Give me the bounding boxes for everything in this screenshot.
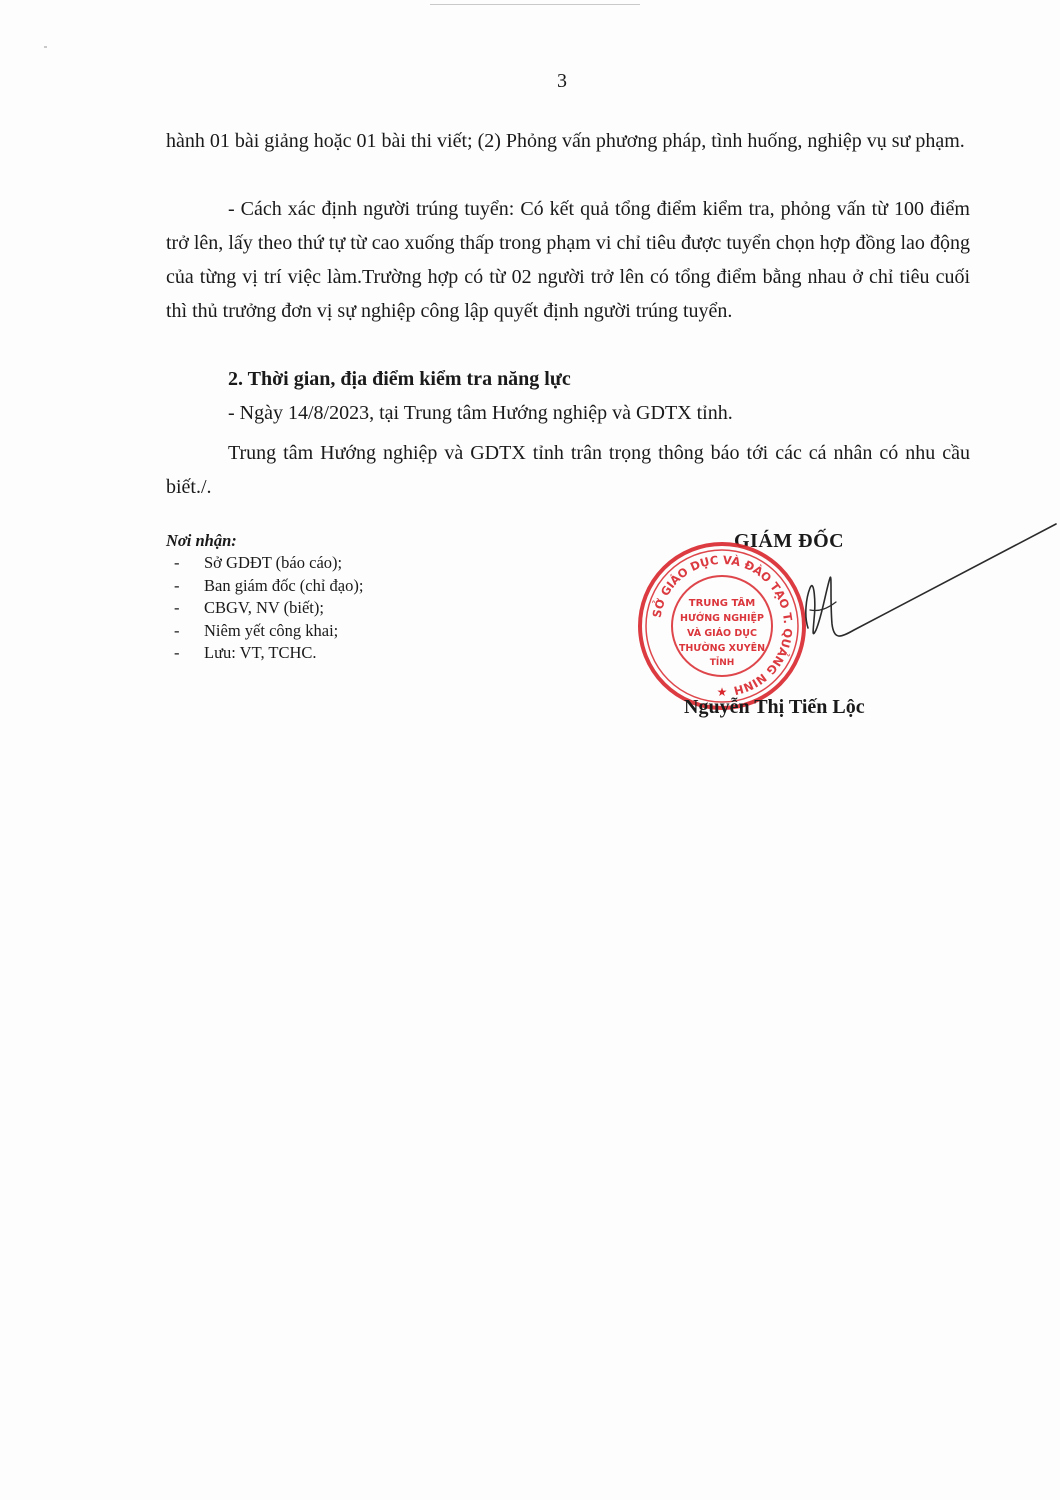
seal-star-icon: ★ — [716, 685, 728, 699]
paragraph-date-location: - Ngày 14/8/2023, tại Trung tâm Hướng nghiệp và GDTX tỉnh. — [228, 402, 733, 424]
body-text-block-4 — [166, 396, 970, 430]
seal-line: THƯỜNG XUYÊN — [678, 643, 766, 654]
recipient-item: - Sở GDĐT (báo cáo); — [174, 553, 343, 572]
signer-name: Nguyễn Thị Tiến Lộc — [684, 696, 865, 718]
body-text-block-2 — [166, 192, 970, 328]
recipient-item: - Niêm yết công khai; — [174, 620, 339, 640]
recipients-list — [166, 552, 526, 665]
body-text-block-3 — [166, 362, 970, 396]
seal-line: VÀ GIÁO DỤC — [686, 628, 758, 639]
body-text-block-1 — [166, 124, 970, 158]
paragraph-exam-format: hành 01 bài giảng hoặc 01 bài thi viết; (2) Phỏng vấn phương pháp, tình huống, nghiệp vụ sư phạm. — [166, 130, 965, 152]
scan-artifact — [44, 46, 47, 48]
body-text-block-5 — [166, 436, 970, 504]
scan-artifact — [430, 4, 640, 5]
handwritten-signature-icon — [770, 520, 1060, 670]
recipients-title: Nơi nhận: — [166, 531, 237, 550]
seal-line: HƯỚNG NGHIỆP — [680, 613, 764, 624]
page-number: 3 — [557, 70, 567, 92]
recipient-item: - Ban giám đốc (chỉ đạo); — [174, 575, 364, 595]
seal-ring-text: SỞ GIÁO DỤC VÀ ĐÀO TẠO T. QUẢNG NINH — [649, 552, 796, 698]
recipient-item: - CBGV, NV (biết); — [174, 598, 324, 617]
seal-line: TRUNG TÂM — [688, 598, 756, 609]
seal-line: TỈNH — [709, 658, 735, 668]
signature-block — [620, 520, 1040, 740]
recipient-item: - Lưu: VT, TCHC. — [174, 643, 317, 662]
recipients-block — [166, 530, 526, 665]
signer-title: GIÁM ĐỐC — [734, 530, 845, 552]
paragraph-selection-criteria: - Cách xác định người trúng tuyển: Có kết quả tổng điểm kiểm tra, phỏng vấn từ 100 điểm trở lên, lấy theo thứ tự từ cao xuống thấp trong phạm vi chỉ tiêu được tuyển chọn hợp đồng lao động của từng vị trí việc làm.Trường hợp có từ 02 người trở lên có tổng điểm bằng nhau ở chỉ tiêu cuối thì thủ trưởng đơn vị sự nghiệp công lập quyết định người trúng tuyển. — [166, 198, 970, 322]
paragraph-closing: Trung tâm Hướng nghiệp và GDTX tỉnh trân trọng thông báo tới các cá nhân có nhu cầu biết./. — [166, 442, 970, 498]
section-heading-time-place: 2. Thời gian, địa điểm kiểm tra năng lực — [228, 368, 571, 390]
